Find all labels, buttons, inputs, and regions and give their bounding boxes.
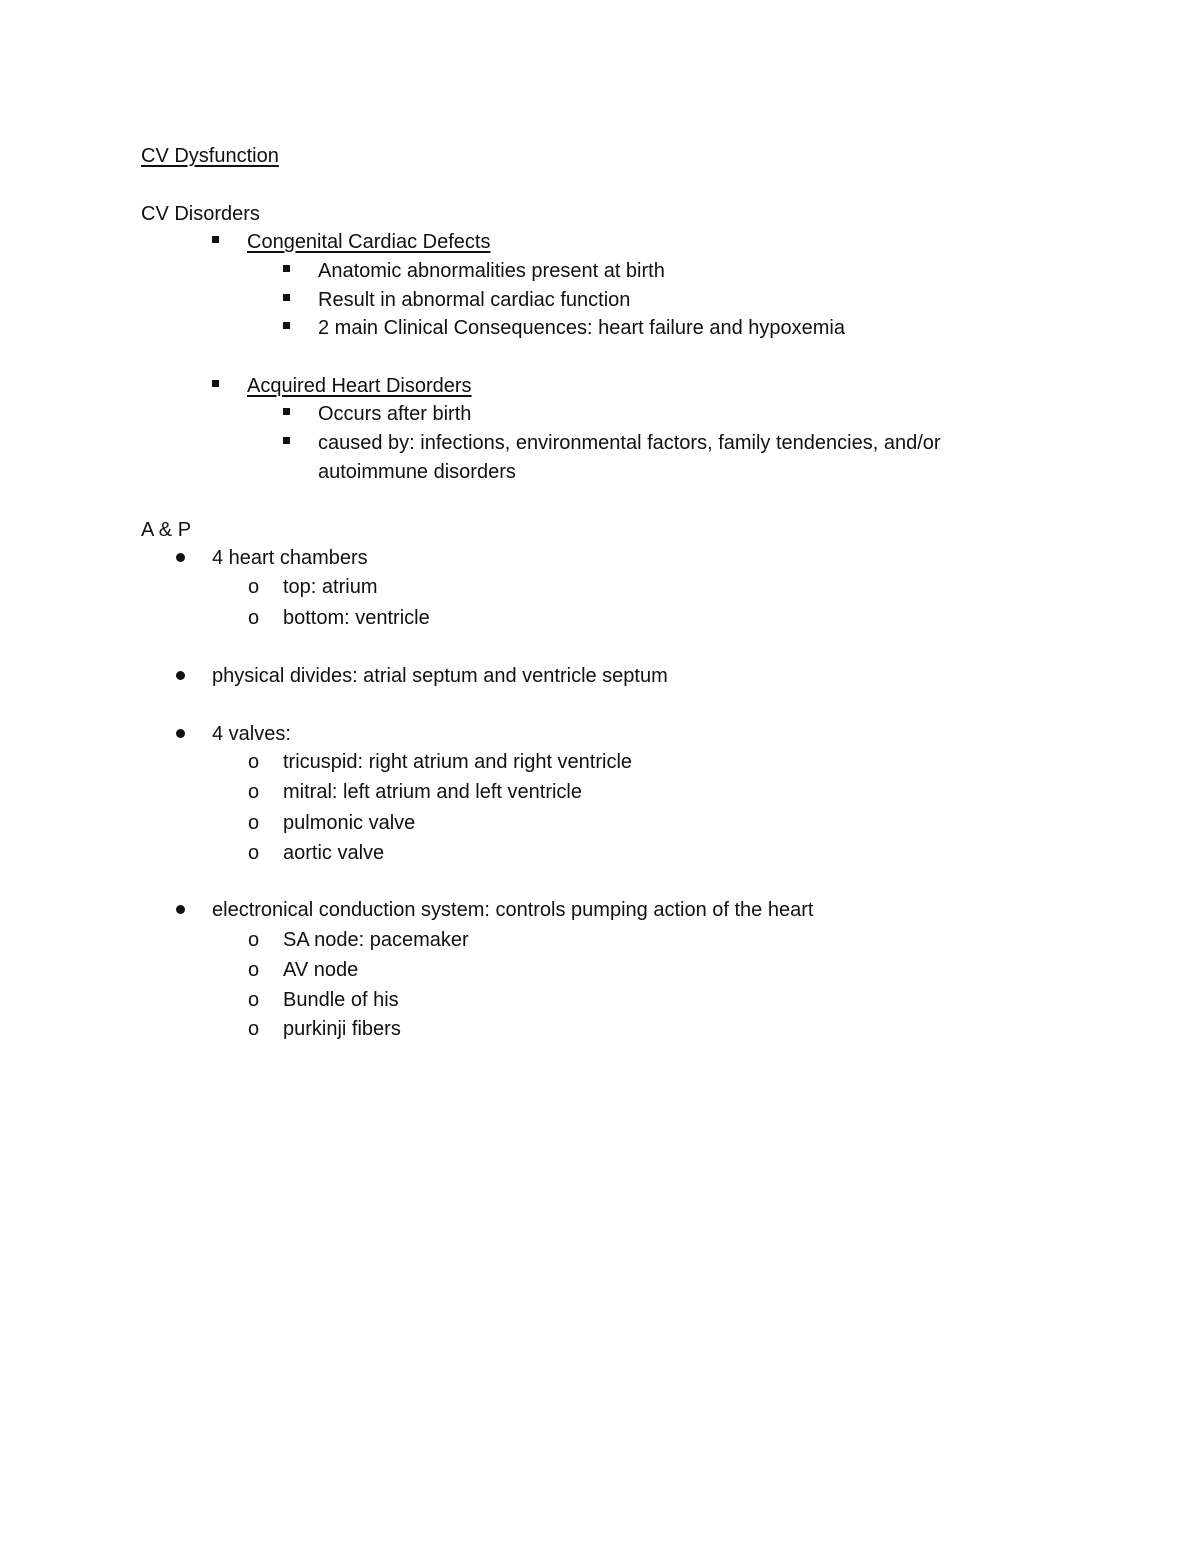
list-item-continuation: autoimmune disorders (318, 461, 516, 483)
square-bullet-icon (283, 408, 290, 415)
list-item: Bundle of his (283, 989, 399, 1011)
list-item: Occurs after birth (318, 403, 472, 425)
round-bullet-icon (176, 905, 185, 914)
list-item: 4 heart chambers (212, 547, 368, 569)
circle-bullet-icon: o (248, 607, 260, 629)
list-item: Anatomic abnormalities present at birth (318, 260, 665, 282)
section-heading-cv-disorders: CV Disorders (141, 203, 260, 225)
square-bullet-icon (212, 236, 219, 243)
circle-bullet-icon: o (248, 842, 260, 864)
list-item: top: atrium (283, 576, 378, 598)
list-item: 4 valves: (212, 723, 291, 745)
square-bullet-icon (283, 294, 290, 301)
list-item: pulmonic valve (283, 812, 416, 834)
circle-bullet-icon: o (248, 781, 260, 803)
list-item: caused by: infections, environmental factors, family tendencies, and/or (318, 432, 941, 454)
circle-bullet-icon: o (248, 751, 260, 773)
round-bullet-icon (176, 671, 185, 680)
circle-bullet-icon: o (248, 1018, 260, 1040)
square-bullet-icon (283, 265, 290, 272)
document-title: CV Dysfunction (141, 145, 279, 167)
circle-bullet-icon: o (248, 812, 260, 834)
square-bullet-icon (283, 322, 290, 329)
list-item: mitral: left atrium and left ventricle (283, 781, 582, 803)
list-item: SA node: pacemaker (283, 929, 469, 951)
list-item: electronical conduction system: controls pumping action of the heart (212, 899, 814, 921)
list-item: Result in abnormal cardiac function (318, 289, 631, 311)
section-heading-a-and-p: A & P (141, 519, 192, 541)
round-bullet-icon (176, 729, 185, 738)
circle-bullet-icon: o (248, 989, 260, 1011)
subheading-acquired: Acquired Heart Disorders (247, 375, 472, 397)
square-bullet-icon (212, 380, 219, 387)
list-item: aortic valve (283, 842, 385, 864)
round-bullet-icon (176, 553, 185, 562)
circle-bullet-icon: o (248, 959, 260, 981)
square-bullet-icon (283, 437, 290, 444)
list-item: tricuspid: right atrium and right ventricle (283, 751, 633, 773)
list-item: physical divides: atrial septum and ventricle septum (212, 665, 668, 687)
circle-bullet-icon: o (248, 576, 260, 598)
list-item: AV node (283, 959, 359, 981)
circle-bullet-icon: o (248, 929, 260, 951)
subheading-congenital: Congenital Cardiac Defects (247, 231, 491, 253)
list-item: 2 main Clinical Consequences: heart failure and hypoxemia (318, 317, 845, 339)
list-item: purkinji fibers (283, 1018, 401, 1040)
list-item: bottom: ventricle (283, 607, 430, 629)
